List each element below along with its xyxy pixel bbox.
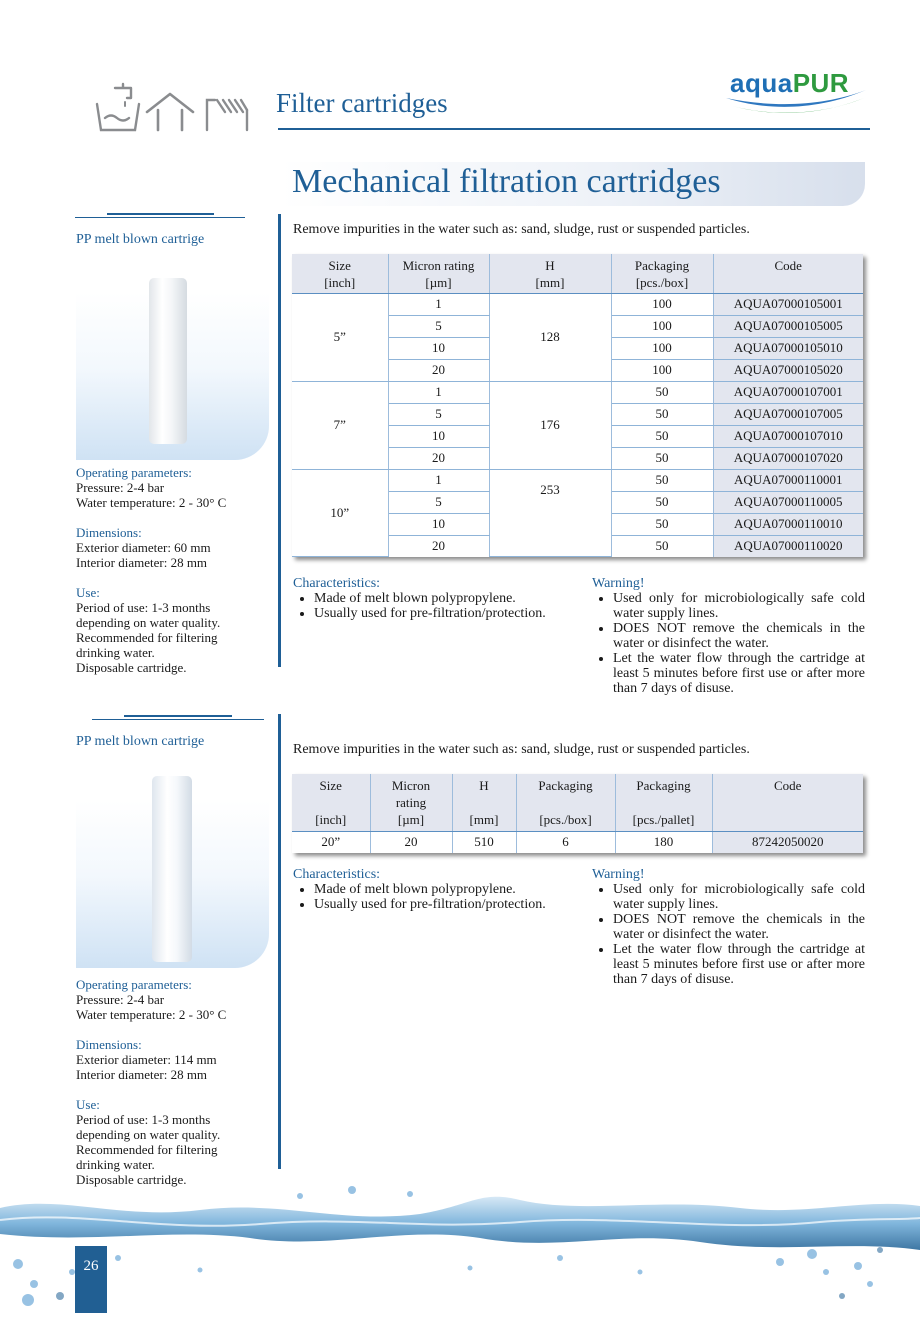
pack-pallet-cell: 180 (615, 831, 712, 853)
water-splash-decoration (0, 1180, 920, 1313)
characteristic-item: • Usually used for pre-filtration/protection. (314, 897, 578, 912)
characteristic-item: • Made of melt blown polypropylene. (314, 591, 578, 606)
code-cell: AQUA07000107020 (713, 447, 863, 469)
micron-cell: 10 (388, 425, 489, 447)
op-line: Pressure: 2-4 bar (76, 480, 165, 495)
product1-characteristics (293, 576, 578, 621)
col-header-packaging-pallet: Packaging [pcs./pallet] (615, 774, 712, 831)
micron-cell: 20 (370, 831, 452, 853)
use-line: Period of use: 1-3 months (76, 600, 211, 615)
house-roof-icon (147, 94, 193, 130)
micron-cell: 5 (388, 315, 489, 337)
page-number: 26 (83, 1258, 99, 1274)
product2-intro: Remove impurities in the water such as: sand, sludge, rust or suspended particles. (293, 742, 750, 757)
use-line: depending on water quality. (76, 615, 221, 630)
table-row (292, 469, 863, 491)
code-cell: AQUA07000110020 (713, 535, 863, 557)
warning-item: • Let the water flow through the cartridge at least 5 minutes before first use or after more than 7 days of disuse. (613, 651, 865, 696)
op-heading: Operating parameters: (76, 465, 192, 480)
code-cell: AQUA07000107010 (713, 425, 863, 447)
col-header-size: Size [inch] (292, 254, 388, 293)
characteristics-heading: Characteristics: (293, 867, 381, 882)
micron-cell: 1 (388, 469, 489, 491)
col-header-code: Code (713, 254, 863, 293)
warning-item: • Used only for microbiologically safe cold water supply lines. (613, 882, 865, 912)
micron-cell: 1 (388, 293, 489, 315)
characteristic-item: • Usually used for pre-filtration/protection. (314, 606, 578, 621)
code-cell: AQUA07000105005 (713, 315, 863, 337)
product1-cartridge-image (149, 278, 187, 444)
col-header-packaging-box: Packaging [pcs./box] (516, 774, 615, 831)
use-heading: Use: (76, 1097, 100, 1112)
micron-cell: 10 (388, 337, 489, 359)
dim-heading: Dimensions: (76, 525, 142, 540)
header-rule (278, 128, 870, 130)
op-line: Water temperature: 2 - 30° C (76, 1007, 227, 1022)
pack-box-cell: 6 (516, 831, 615, 853)
h-cell: 510 (452, 831, 516, 853)
code-cell: AQUA07000110005 (713, 491, 863, 513)
dim-line: Exterior diameter: 60 mm (76, 540, 211, 555)
use-line: Recommended for filtering (76, 1142, 218, 1157)
size-cell: 10” (292, 469, 388, 557)
pack-cell: 100 (611, 315, 713, 337)
product2-characteristics (293, 867, 578, 912)
product2-warning (592, 867, 865, 987)
size-cell: 20” (292, 831, 370, 853)
col-header-h: H [mm] (452, 774, 516, 831)
op-heading: Operating parameters: (76, 977, 192, 992)
code-cell: AQUA07000107001 (713, 381, 863, 403)
h-cell: 176 (489, 381, 611, 469)
product1-intro: Remove impurities in the water such as: sand, sludge, rust or suspended particles. (293, 222, 750, 237)
use-line: depending on water quality. (76, 1127, 221, 1142)
pack-cell: 100 (611, 337, 713, 359)
code-cell: AQUA07000105020 (713, 359, 863, 381)
col-header-packaging: Packaging [pcs./box] (611, 254, 713, 293)
product1-sidebar-title: PP melt blown cartrige (76, 232, 205, 247)
warning-item: • DOES NOT remove the chemicals in the water or disinfect the water. (613, 621, 865, 651)
use-heading: Use: (76, 585, 100, 600)
header-icons (95, 82, 255, 132)
product2-vertical-bar (278, 714, 281, 1169)
pack-cell: 50 (611, 535, 713, 557)
col-header-size: Size [inch] (292, 774, 370, 831)
size-cell: 7” (292, 381, 388, 469)
pack-cell: 50 (611, 381, 713, 403)
code-cell: AQUA07000105001 (713, 293, 863, 315)
col-header-micron: Micron rating [µm] (370, 774, 452, 831)
col-header-code: Code (712, 774, 863, 831)
product2-sidebar-accent (124, 715, 232, 717)
code-cell: 87242050020 (712, 831, 863, 853)
product1-sidebar-rule (75, 217, 245, 218)
dim-line: Interior diameter: 28 mm (76, 555, 208, 570)
op-line: Pressure: 2-4 bar (76, 992, 165, 1007)
product2-table (292, 774, 863, 853)
use-line: Disposable cartridge. (76, 660, 187, 675)
header-title: Filter cartridges (276, 88, 448, 118)
code-cell: AQUA07000110010 (713, 513, 863, 535)
dim-line: Interior diameter: 28 mm (76, 1067, 208, 1082)
product2-cartridge-image (152, 776, 192, 962)
product2-sidebar-title: PP melt blown cartrige (76, 734, 205, 749)
table-row (292, 381, 863, 403)
pack-cell: 100 (611, 293, 713, 315)
code-cell: AQUA07000107005 (713, 403, 863, 425)
product1-specs (76, 465, 266, 675)
micron-cell: 5 (388, 403, 489, 425)
micron-cell: 20 (388, 359, 489, 381)
code-cell: AQUA07000110001 (713, 469, 863, 491)
warning-item: • Used only for microbiologically safe cold water supply lines. (613, 591, 865, 621)
product1-table (292, 254, 863, 557)
page-number-tab (75, 1246, 107, 1313)
tap-basin-icon (97, 84, 139, 130)
h-cell: 253 (489, 469, 611, 557)
pack-cell: 50 (611, 491, 713, 513)
table-row (292, 831, 863, 853)
use-line: Recommended for filtering (76, 630, 218, 645)
warning-heading: Warning! (592, 576, 645, 591)
dim-line: Exterior diameter: 114 mm (76, 1052, 217, 1067)
pack-cell: 100 (611, 359, 713, 381)
micron-cell: 5 (388, 491, 489, 513)
size-cell: 5” (292, 293, 388, 381)
op-line: Water temperature: 2 - 30° C (76, 495, 227, 510)
pack-cell: 50 (611, 425, 713, 447)
micron-cell: 1 (388, 381, 489, 403)
warning-item: • Let the water flow through the cartridge at least 5 minutes before first use or after more than 7 days of disuse. (613, 942, 865, 987)
product1-sidebar-accent (107, 213, 214, 215)
micron-cell: 20 (388, 447, 489, 469)
dim-heading: Dimensions: (76, 1037, 142, 1052)
use-line: Disposable cartridge. (76, 1172, 187, 1187)
product1-vertical-bar (278, 214, 281, 667)
code-cell: AQUA07000105010 (713, 337, 863, 359)
pack-cell: 50 (611, 513, 713, 535)
use-line: drinking water. (76, 1157, 155, 1172)
characteristics-heading: Characteristics: (293, 576, 381, 591)
warning-item: • DOES NOT remove the chemicals in the water or disinfect the water. (613, 912, 865, 942)
col-header-micron: Micron rating [µm] (388, 254, 489, 293)
aquapur-logo: aquaPUR (724, 66, 870, 122)
product1-warning (592, 576, 865, 696)
micron-cell: 10 (388, 513, 489, 535)
characteristic-item: • Made of melt blown polypropylene. (314, 882, 578, 897)
col-header-h: H [mm] (489, 254, 611, 293)
pack-cell: 50 (611, 447, 713, 469)
micron-cell: 20 (388, 535, 489, 557)
section-title: Mechanical filtration cartridges (292, 163, 721, 200)
use-line: Period of use: 1-3 months (76, 1112, 211, 1127)
warning-heading: Warning! (592, 867, 645, 882)
product2-specs (76, 977, 266, 1187)
product2-sidebar-rule (92, 719, 264, 720)
use-line: drinking water. (76, 645, 155, 660)
pack-cell: 50 (611, 403, 713, 425)
pack-cell: 50 (611, 469, 713, 491)
table-row (292, 293, 863, 315)
radiator-icon (207, 100, 247, 130)
h-cell: 128 (489, 293, 611, 381)
